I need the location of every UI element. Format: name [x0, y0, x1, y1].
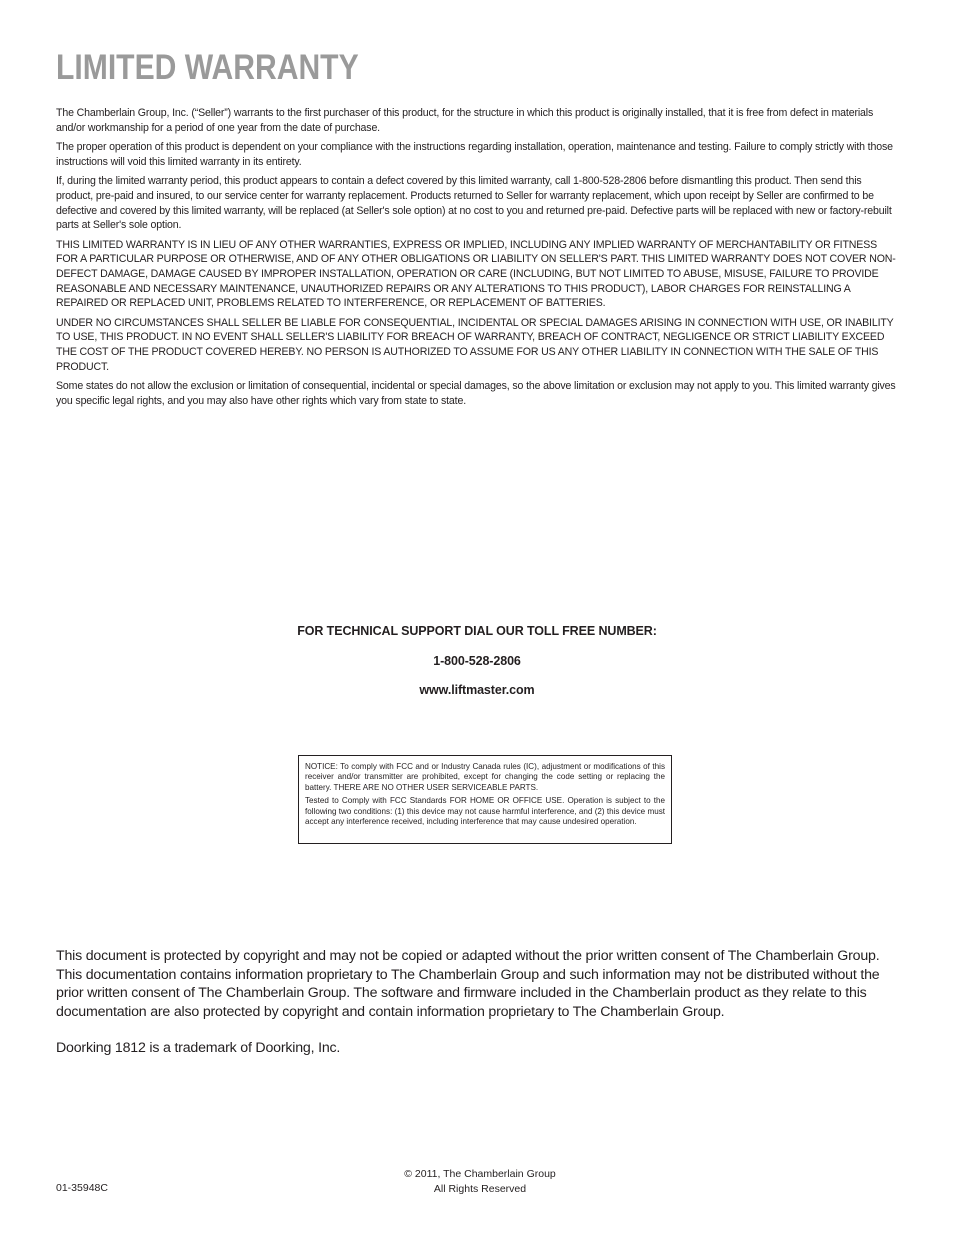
legal-notice	[56, 947, 901, 1076]
warranty-paragraph: The Chamberlain Group, Inc. (“Seller”) warrants to the first purchaser of this product, for the structure in which this product is originally installed, that it is free from defect in materials and/or workmanship for a period of one year from the date of purchase.	[56, 107, 874, 134]
trademark-notice: Doorking 1812 is a trademark of Doorking, Inc.	[56, 1040, 341, 1057]
warranty-paragraph: If, during the limited warranty period, this product appears to contain a defect covered by this limited warranty, call 1-800-528-2806 before dismantling this product. Then send this product, pre-paid and insured, to our service center for warranty replacement. Products returned to Seller for warranty replacement, which upon receipt by Seller are confirmed to be defective and covered by this limited warranty, will be replaced (at Seller's sole option) at no cost to you and returned pre-paid. Defective parts will be replaced with new or factory-rebuilt parts at Seller's sole option.	[56, 175, 892, 232]
support-website[interactable]: www.liftmaster.com	[419, 683, 535, 697]
warranty-text	[56, 106, 898, 413]
footer-copyright	[380, 1167, 580, 1196]
support-phone: 1-800-528-2806	[433, 654, 521, 668]
warranty-paragraph: The proper operation of this product is dependent on your compliance with the instructions regarding installation, operation, maintenance and testing. Failure to comply strictly with those instructions will void this limited warranty in its entirety.	[56, 141, 893, 168]
notice-paragraph: NOTICE: To comply with FCC and or Industry Canada rules (IC), adjustment or modifications of this receiver and/or transmitter are prohibited, except for changing the code setting or replacing the battery. THERE ARE NO OTHER USER SERVICEABLE PARTS.	[305, 762, 665, 792]
rights-line: All Rights Reserved	[433, 1182, 527, 1195]
copyright-line: © 2011, The Chamberlain Group	[404, 1168, 556, 1180]
page-title: LIMITED WARRANTY	[56, 48, 359, 87]
warranty-paragraph: Some states do not allow the exclusion or limitation of consequential, incidental or special damages, so the above limitation or exclusion may not apply to you. This limited warranty gives you specific legal rights, and you may also have other rights which vary from state to state.	[56, 380, 896, 407]
warranty-paragraph: THIS LIMITED WARRANTY IS IN LIEU OF ANY OTHER WARRANTIES, EXPRESS OR IMPLIED, INCLUDING ANY IMPLIED WARRANTY OF MERCHANTABILITY OR FITNESS FOR A PARTICULAR PURPOSE OR OTHERWISE, AND OF ANY OTHER OBLIGATIONS OR LIABILITY ON SELLER'S PART. THIS LIMITED WARRANTY DOES NOT COVER NON-DEFECT DAMAGE, DAMAGE CAUSED BY IMPROPER INSTALLATION, OPERATION OR CARE (INCLUDING, BUT NOT LIMITED TO ABUSE, MISUSE, FAILURE TO PROVIDE REASONABLE AND NECESSARY MAINTENANCE, UNAUTHORIZED REPAIRS OR ANY ALTERATIONS TO THIS PRODUCT), LABOR CHARGES FOR REINSTALLING A REPAIRED OR REPLACED UNIT, PROBLEMS RELATED TO INTERFERENCE, OR REPLACEMENT OF BATTERIES.	[56, 238, 896, 310]
fcc-notice-box	[298, 755, 672, 844]
support-heading: FOR TECHNICAL SUPPORT DIAL OUR TOLL FREE NUMBER:	[297, 624, 657, 638]
warranty-paragraph: UNDER NO CIRCUMSTANCES SHALL SELLER BE LIABLE FOR CONSEQUENTIAL, INCIDENTAL OR SPECIAL DAMAGES ARISING IN CONNECTION WITH USE, OR INABILITY TO USE, THIS PRODUCT. IN NO EVENT SHALL SELLER'S LIABILITY FOR BREACH OF WARRANTY, BREACH OF CONTRACT, NEGLIGENCE OR STRICT LIABILITY EXCEED THE COST OF THE PRODUCT COVERED HEREBY. NO PERSON IS AUTHORIZED TO ASSUME FOR US ANY OTHER LIABILITY IN CONNECTION WITH THE SALE OF THIS PRODUCT.	[56, 316, 894, 373]
document-number: 01-35948C	[56, 1182, 108, 1194]
copyright-notice: This document is protected by copyright and may not be copied or adapted without the prior written consent of The Chamberlain Group. This documentation contains information proprietary to The Chamberlain Group and such information may not be distributed without the prior written consent of The Chamberlain Group. The software and firmware included in the Chamberlain product as they relate to this documentation are also protected by copyright and contain information proprietary to The Chamberlain Group.	[56, 948, 880, 1020]
notice-paragraph: Tested to Comply with FCC Standards FOR HOME OR OFFICE USE. Operation is subject to the following two conditions: (1) this device may not cause harmful interference, and (2) this device must accept any interference received, including interference that may cause undesired operation.	[305, 796, 665, 827]
